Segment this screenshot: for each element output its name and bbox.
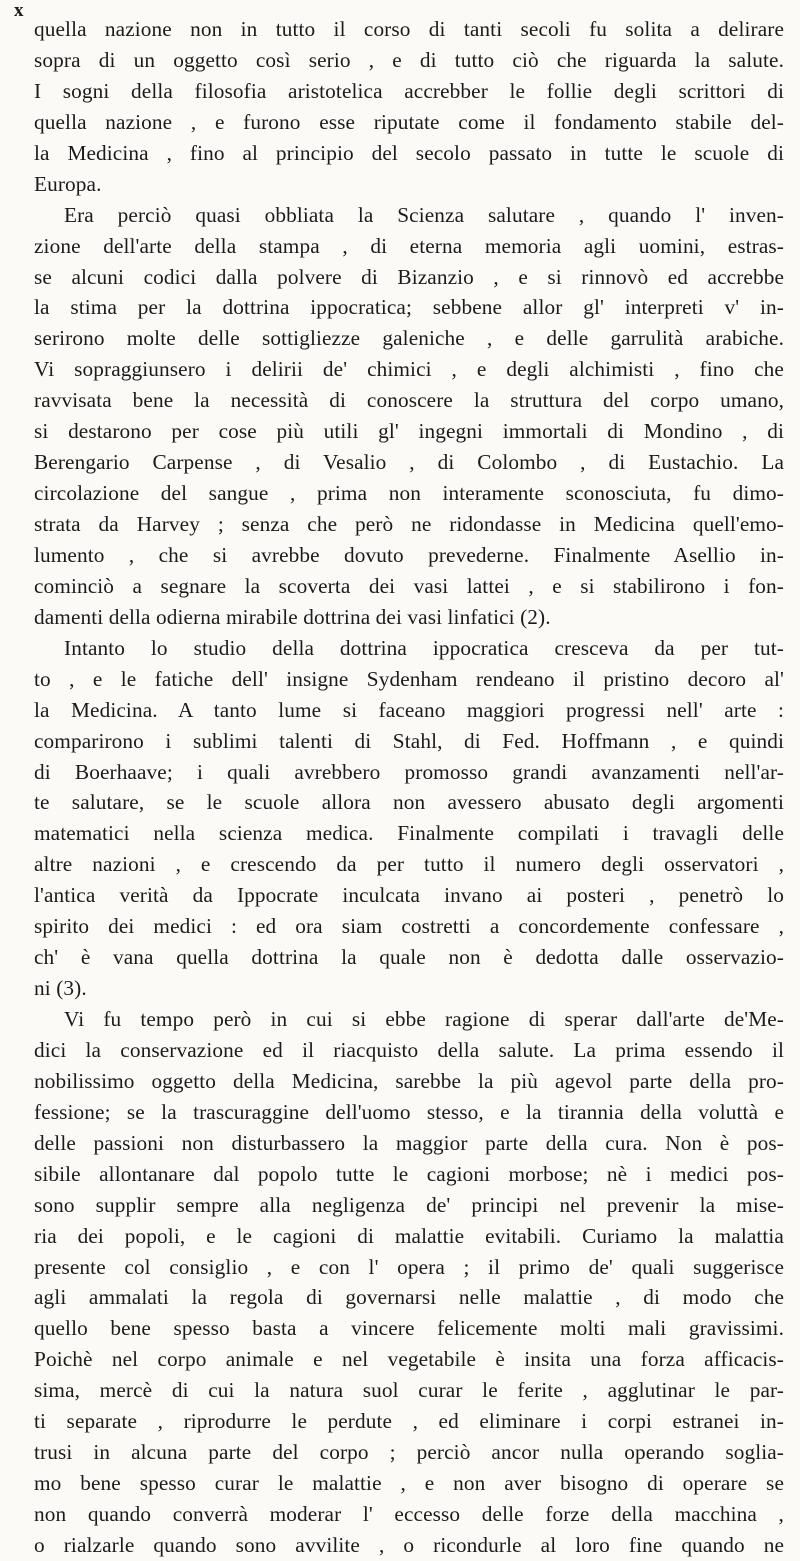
text-line: di Boerhaave; i quali avrebbero promosso grandi avanzamenti nell'ar- [34, 759, 784, 784]
text-line: comparirono i sublimi talenti di Stahl, di Fed. Hoffmann , e quindi [34, 728, 784, 753]
text-line: sibile allontanare dal popolo tutte le cagioni morbose; nè i medici pos- [34, 1161, 784, 1186]
text-line: zione dell'arte della stampa , di eterna memoria agli uomini, estras- [34, 233, 784, 258]
body-text [34, 14, 784, 1561]
text-line: serirono molte delle sottigliezze galeniche , e delle garrulità arabiche. [34, 326, 784, 351]
text-line: Vi fu tempo però in cui si ebbe ragione di sperar dall'arte de'Me- [64, 1007, 784, 1031]
text-line: la Medicina , fino al principio del secolo passato in tutte le scuole di [34, 140, 784, 165]
text-line: si destarono per cose più utili gl' ingegni immortali di Mondino , di [34, 419, 784, 444]
text-line: mo bene spesso curar le malattie , e non aver bisogno di operare se [34, 1471, 784, 1496]
text-line: te salutare, se le scuole allora non avessero abusato degli argomenti [34, 790, 784, 815]
text-line: I sogni della filosofia aristotelica accrebber le follie degli scrittori di [34, 78, 784, 103]
text-line: o rialzarle quando sono avvilite , o ricondurle al loro fine quando ne [34, 1532, 784, 1557]
text-line: sima, mercè di cui la natura suol curar le ferite , agglutinar le par- [34, 1378, 784, 1403]
text-line: sopra di un oggetto così serio , e di tutto ciò che riguarda la salute. [34, 47, 784, 72]
text-line: la Medicina. A tanto lume si faceano maggiori progressi nell' arte : [34, 697, 784, 722]
text-line: Europa. [34, 171, 102, 196]
text-line: ti separate , riprodurre le perdute , ed eliminare i corpi estranei in- [34, 1409, 784, 1434]
text-line: Poichè nel corpo animale e nel vegetabile è insita una forza afficacis- [34, 1347, 784, 1372]
page-number: x [14, 0, 24, 21]
text-line: circolazione del sangue , prima non interamente sconosciuta, fu dimo- [34, 481, 784, 506]
text-line: presente col consiglio , e con l' opera ; il primo de' quali suggerisce [34, 1254, 784, 1279]
text-line: ch' è vana quella dottrina la quale non è dedotta dalle osservazio- [34, 945, 784, 970]
text-line: ria dei popoli, e le cagioni di malattie evitabili. Curiamo la malattia [34, 1223, 784, 1248]
text-line: trusi in alcuna parte del corpo ; perciò ancor nulla operando soglia- [34, 1440, 784, 1465]
text-line: quella nazione , e furono esse riputate come il fondamento stabile del- [34, 109, 784, 134]
text-line: damenti della odierna mirabile dottrina dei vasi linfatici (2). [34, 604, 551, 629]
text-line: ravvisata bene la necessità di conoscere la struttura del corpo umano, [34, 388, 784, 413]
text-line: la stima per la dottrina ippocratica; sebbene allor gl' interpreti v' in- [34, 295, 784, 320]
text-line: Vi sopraggiunsero i delirii de' chimici , e degli alchimisti , fino che [34, 357, 784, 382]
text-line: strata da Harvey ; senza che però ne ridondasse in Medicina quell'emo- [34, 512, 784, 536]
text-line: fessione; se la trascuraggine dell'uomo stesso, e la tirannia della voluttà e [34, 1099, 784, 1124]
text-line: l'antica verità da Ippocrate inculcata invano ai posteri , penetrò lo [34, 883, 784, 908]
text-line: delle passioni non disturbassero la maggior parte della cura. Non è pos- [34, 1130, 784, 1155]
text-line: cominciò a segnare la scoverta dei vasi lattei , e si stabilirono i fon- [34, 573, 784, 598]
text-line: sono supplir sempre alla negligenza de' principi nel prevenir la mise- [34, 1192, 784, 1217]
text-line: nobilissimo oggetto della Medicina, sarebbe la più agevol parte della pro- [34, 1068, 784, 1093]
text-line: quello bene spesso basta a vincere felicemente molti mali gravissimi. [34, 1316, 784, 1341]
text-line: spirito dei medici : ed ora siam costretti a concordemente confessare , [34, 914, 784, 939]
text-line: Intanto lo studio della dottrina ippocratica cresceva da per tut- [64, 635, 784, 660]
text-line: to , e le fatiche dell' insigne Sydenham rendeano il pristino decoro al' [34, 666, 784, 691]
text-line: quella nazione non in tutto il corso di tanti secoli fu solita a delirare [34, 17, 784, 41]
text-line: agli ammalati la regola di governarsi nelle malattie , di modo che [34, 1285, 784, 1310]
text-line: Berengario Carpense , di Vesalio , di Colombo , di Eustachio. La [34, 450, 784, 475]
text-line: Era perciò quasi obbliata la Scienza salutare , quando l' inven- [64, 202, 784, 227]
text-line: lumento , che si avrebbe dovuto prevederne. Finalmente Asellio in- [34, 542, 784, 567]
text-line: matematici nella scienza medica. Finalmente compilati i travagli delle [34, 821, 784, 846]
text-line: ni (3). [34, 976, 87, 1001]
text-line: non quando converrà moderar l' eccesso delle forze della macchina , [34, 1502, 784, 1526]
text-line: altre nazioni , e crescendo da per tutto il numero degli osservatori , [34, 852, 784, 877]
text-line: dici la conservazione ed il riacquisto della salute. La prima essendo il [34, 1037, 784, 1062]
text-line: se alcuni codici dalla polvere di Bizanzio , e si rinnovò ed accrebbe [34, 264, 784, 289]
